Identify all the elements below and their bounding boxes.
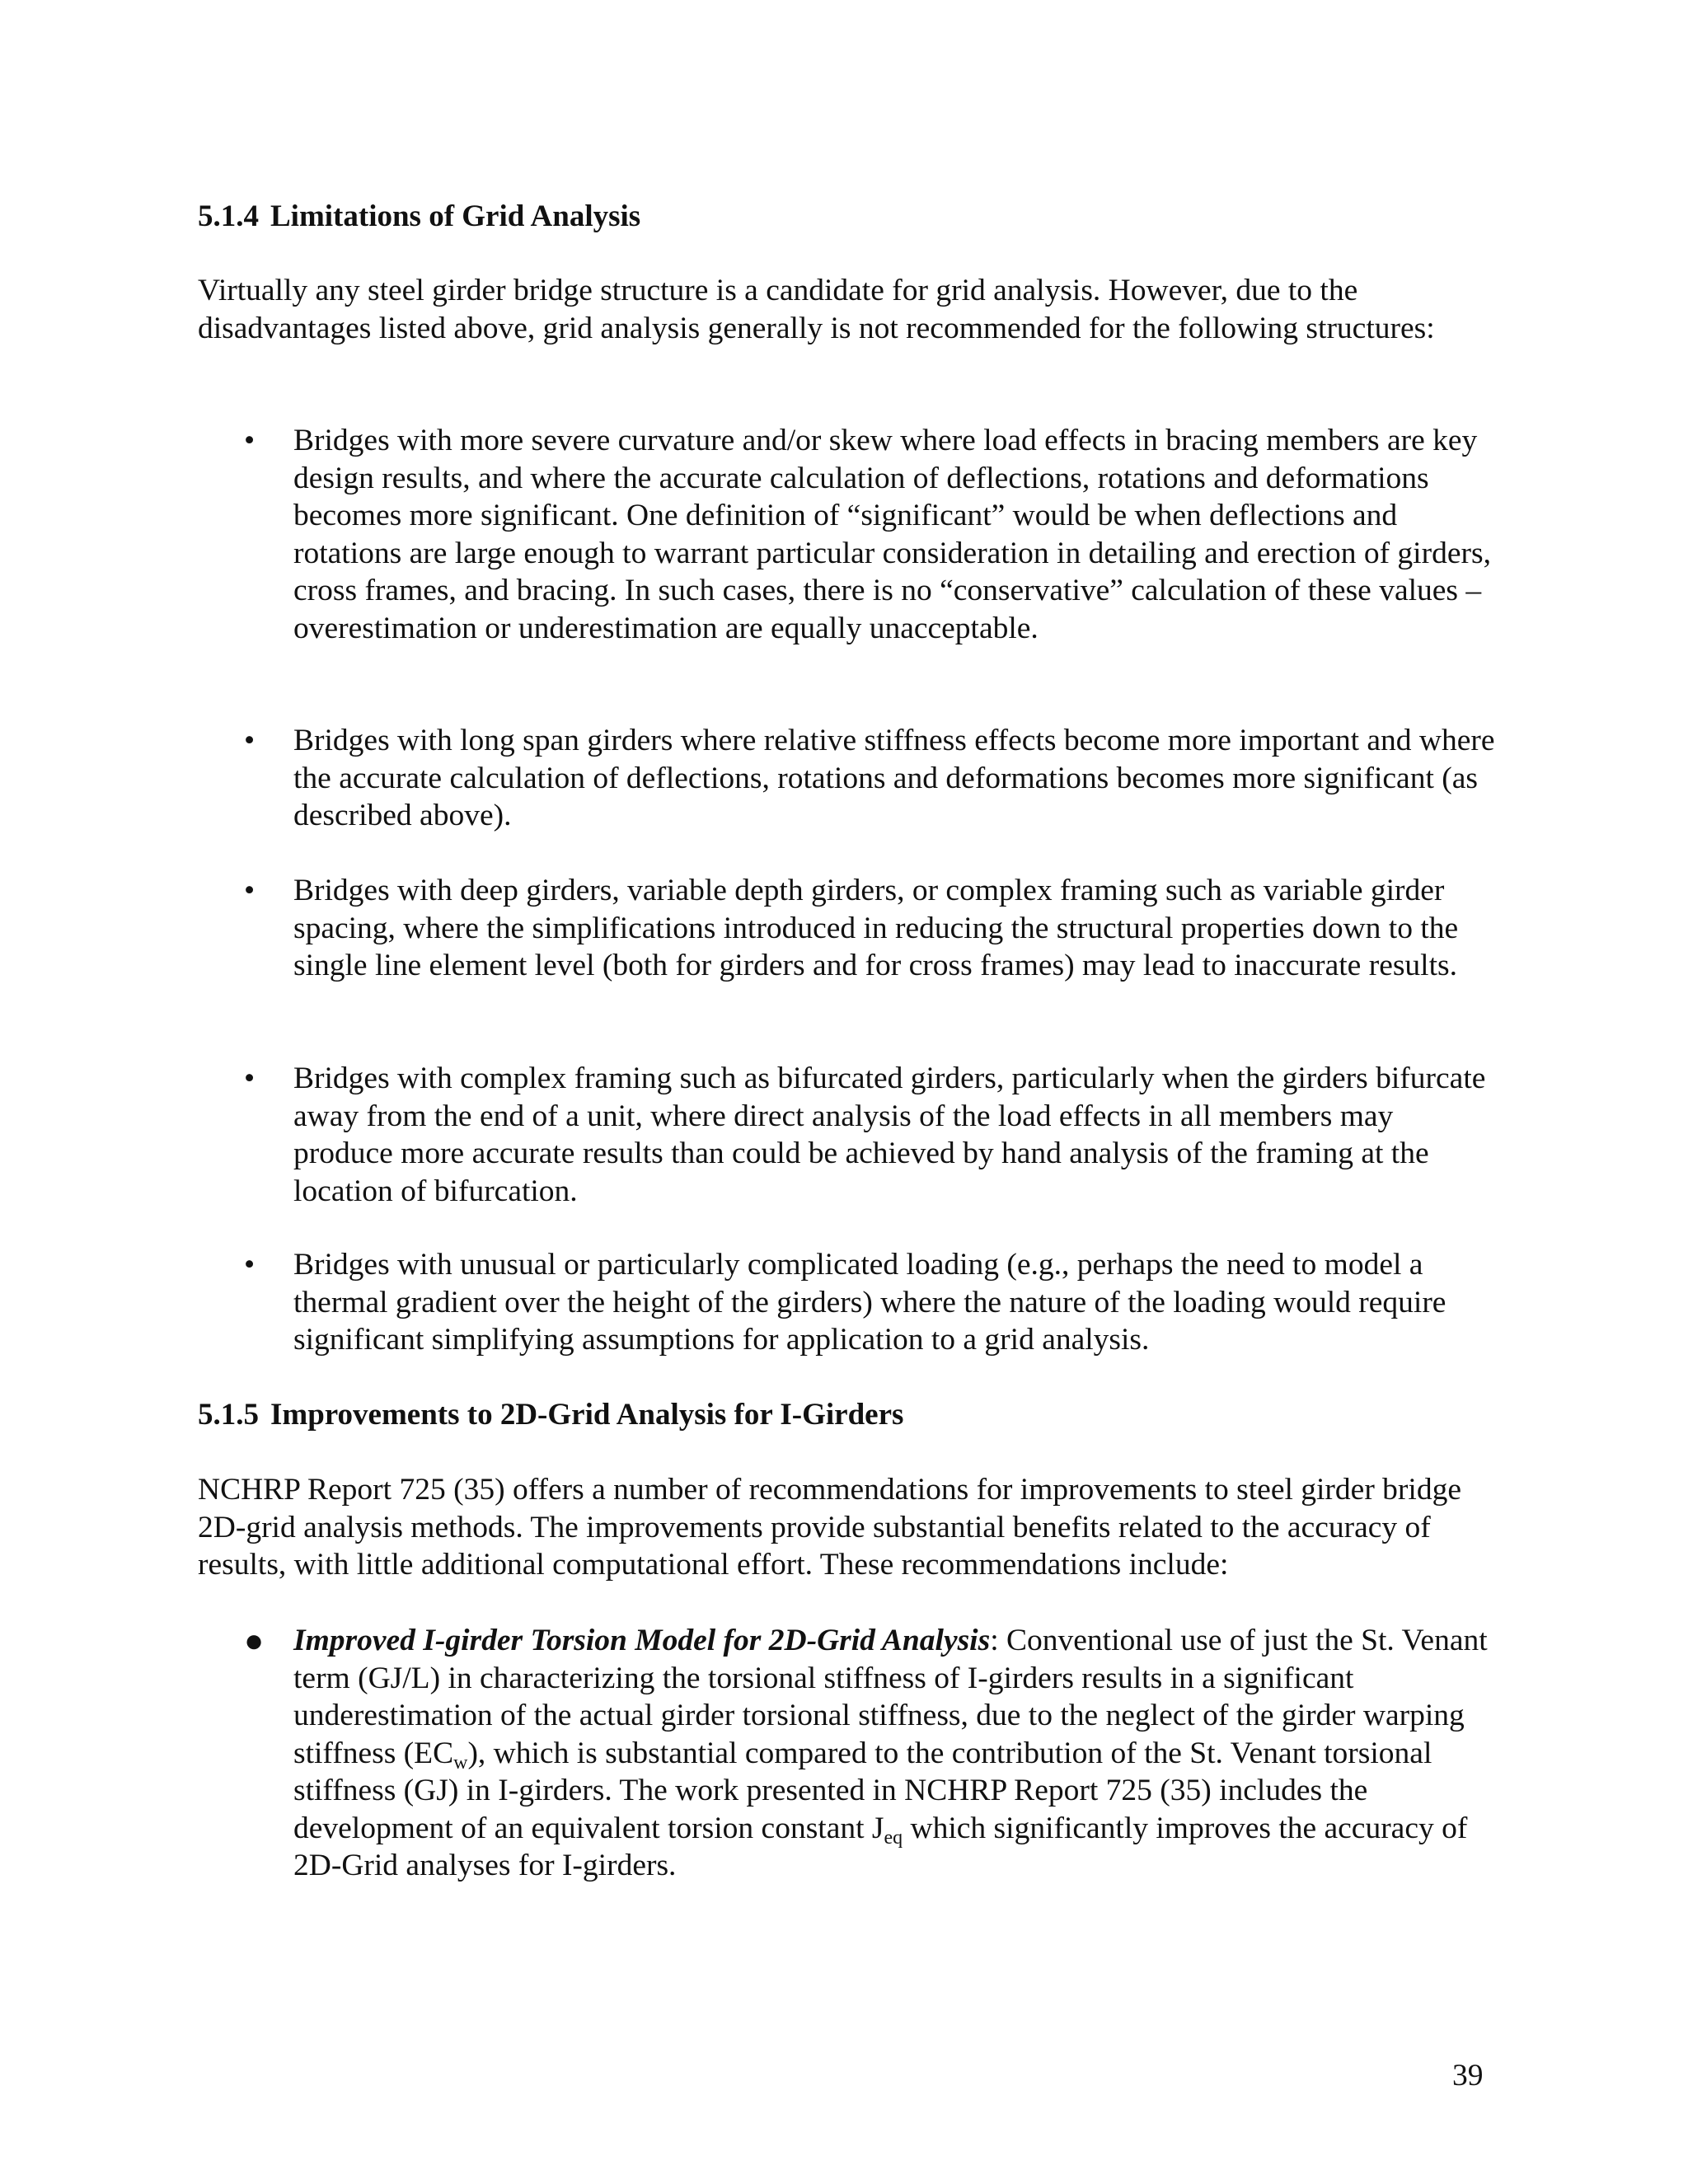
bullet-marker: • — [244, 724, 256, 757]
section-title: Improvements to 2D-Grid Analysis for I-Girders — [270, 1398, 904, 1432]
bullet-marker: ● — [244, 1622, 265, 1659]
list-item-text: Improved I-girder Torsion Model for 2D-Grid Analysis: Conventional use of just the St. Venant term (GJ/L) in characterizing the torsional stiffness of I-girders results in a significant underestimation of the actual girder torsional stiffness, due to the neglect of the girder warping stiffness $(EC_w)$, which is substantial compared to the contribution of the St. Venant torsional stiffness (GJ) in I-girders. The work presented in NCHRP Report 725 (35) includes the development of an equivalent torsion constant $J_{eq}$ which significantly improves the accuracy of 2D-Grid analyses for I-girders. — [293, 1624, 1488, 1882]
section-title: Limitations of Grid Analysis — [270, 199, 641, 233]
list-item-text: Bridges with deep girders, variable depth girders, or complex framing such as variable girder spacing, where the simplifications introduced in reducing the structural properties down to the single line element level (both for girders and for cross frames) may lead to inaccurate results. — [293, 874, 1459, 982]
subscript-w: w — [453, 1751, 468, 1774]
section-number: 5.1.4 — [198, 199, 259, 233]
section-heading-5-1-4 — [198, 198, 640, 236]
subscript-eq: eq — [884, 1826, 903, 1849]
bullet-marker: • — [244, 874, 256, 907]
section-heading-5-1-5 — [198, 1396, 903, 1434]
bullet-marker: • — [244, 1062, 256, 1095]
list-item-text: Bridges with unusual or particularly complicated loading (e.g., perhaps the need to model a thermal gradient over the height of the girders) where the nature of the loading would require significant simplifying assumptions for application to a grid analysis. — [293, 1248, 1447, 1357]
intro-paragraph-5-1-5: NCHRP Report 725 (35) offers a number of recommendations for improvements to steel girder bridge 2D-grid analysis methods. The improvements provide substantial benefits related to the accuracy of results, with little additional computational effort. These recommendations include: — [198, 1473, 1461, 1582]
list-item-text: Bridges with more severe curvature and/or skew where load effects in bracing members are key design results, and where the accurate calculation of deflections, rotations and deformations becomes more significant. One definition of “significant” would be when deflections and rotations are large enough to warrant particular consideration in detailing and erection of girders, cross frames, and bracing. In such cases, there is no “conservative” calculation of these values – overestimation or underestimation are equally unacceptable. — [293, 424, 1491, 645]
bullet-marker: • — [244, 1248, 256, 1282]
section-number: 5.1.5 — [198, 1398, 259, 1432]
page-number: 39 — [1452, 2059, 1484, 2093]
list-item-text: Bridges with complex framing such as bifurcated girders, particularly when the girders bifurcate away from the end of a unit, where direct analysis of the load effects in all members may produce more accurate results than could be achieved by hand analysis of the framing at the location of bifurcation. — [293, 1062, 1486, 1208]
intro-paragraph-5-1-4: Virtually any steel girder bridge structure is a candidate for grid analysis. However, due to the disadvantages listed above, grid analysis generally is not recommended for the following structures: — [198, 274, 1435, 345]
item-lead-term: Improved I-girder Torsion Model for 2D-Grid Analysis — [293, 1624, 991, 1657]
list-item-text: Bridges with long span girders where relative stiffness effects become more important and where the accurate calculation of deflections, rotations and deformations becomes more significant (as described above). — [293, 724, 1495, 832]
bullet-marker: • — [244, 424, 256, 457]
